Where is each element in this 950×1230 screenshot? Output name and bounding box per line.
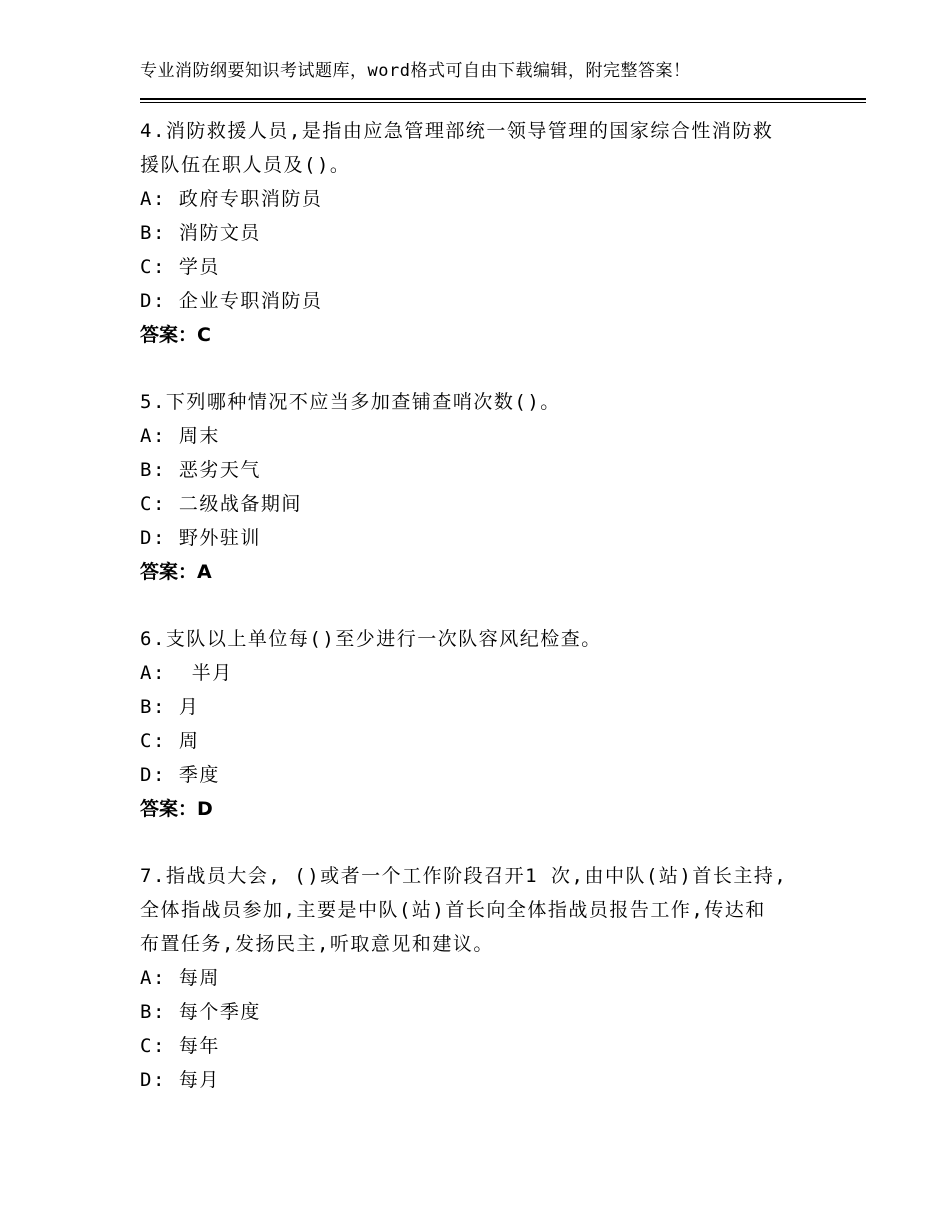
option-c: C: 周 <box>140 730 200 752</box>
option-b: B: 月 <box>140 696 200 718</box>
option-d: D: 季度 <box>140 764 220 786</box>
option-a: A: 每周 <box>140 967 220 989</box>
question-list <box>140 114 840 1130</box>
header-divider <box>140 98 866 103</box>
option-b: B: 恶劣天气 <box>140 459 261 481</box>
option-c: C: 每年 <box>140 1035 220 1057</box>
option-b: B: 每个季度 <box>140 1001 261 1023</box>
question-stem-line: 布置任务,发扬民主,听取意见和建议。 <box>140 933 494 955</box>
question-stem-line: 6.支队以上单位每()至少进行一次队容风纪检查。 <box>140 628 602 650</box>
question-stem-line: 4.消防救援人员,是指由应急管理部统一领导管理的国家综合性消防救 <box>140 120 774 142</box>
option-d: D: 企业专职消防员 <box>140 290 323 312</box>
question-stem-line: 全体指战员参加,主要是中队(站)首长向全体指战员报告工作,传达和 <box>140 899 766 921</box>
option-a: A: 周末 <box>140 425 220 447</box>
question-stem-line: 5.下列哪种情况不应当多加查铺查哨次数()。 <box>140 391 561 413</box>
option-a: A: 半月 <box>140 662 233 684</box>
question-5 <box>140 385 840 589</box>
page-header: 专业消防纲要知识考试题库，word格式可自由下载编辑，附完整答案！ <box>140 61 691 81</box>
option-d: D: 每月 <box>140 1069 220 1091</box>
answer-label: 答案：C <box>140 324 211 346</box>
question-4 <box>140 114 840 352</box>
option-c: C: 二级战备期间 <box>140 493 302 515</box>
option-c: C: 学员 <box>140 256 220 278</box>
question-6 <box>140 622 840 826</box>
option-b: B: 消防文员 <box>140 222 261 244</box>
option-a: A: 政府专职消防员 <box>140 188 323 210</box>
question-stem-line: 援队伍在职人员及()。 <box>140 154 351 176</box>
answer-label: 答案：D <box>140 798 213 820</box>
question-stem-line: 7.指战员大会, ()或者一个工作阶段召开1 次,由中队(站)首长主持, <box>140 865 788 887</box>
answer-label: 答案：A <box>140 561 212 583</box>
question-7 <box>140 859 840 1097</box>
option-d: D: 野外驻训 <box>140 527 261 549</box>
